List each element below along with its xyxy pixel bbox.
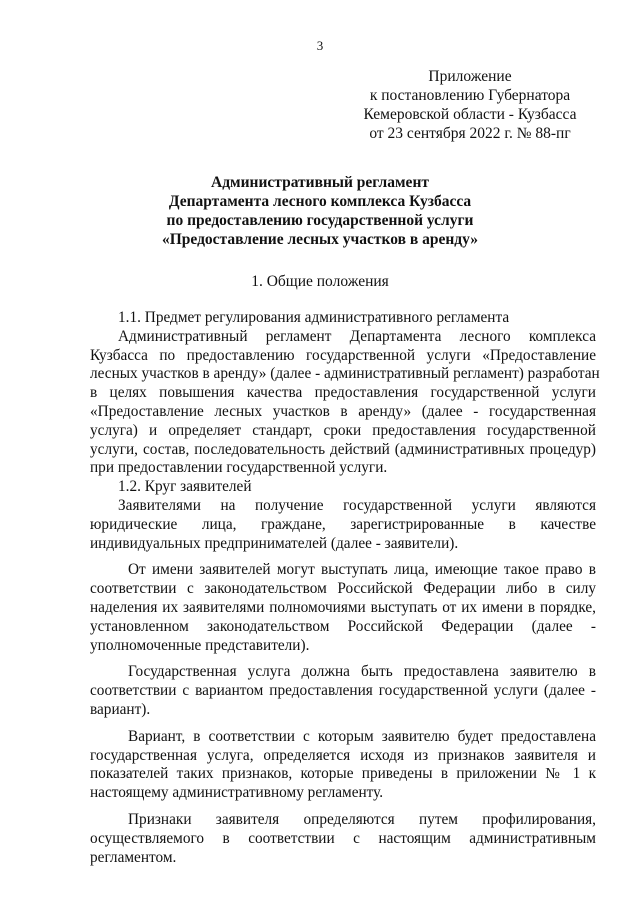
text-line: уполномоченные представители). [90,636,310,654]
text-line: Государственная услуга должна быть предоставлена заявителю в [128,663,596,681]
text-line: соответствии с законодательством Российской Федерации либо в силу [90,580,596,598]
appendix-block [340,67,600,143]
subsection-heading: 1.2. Круг заявителей [118,478,252,496]
document-body [90,309,600,867]
text-line: установленном законодательством Российской Федерации (далее - [90,617,596,635]
text-line: От имени заявителей могут выступать лица, имеющие такое право в [128,561,596,579]
appendix-line: к постановлению Губернатора [369,87,571,104]
paragraph [90,728,596,803]
appendix-line: от 23 сентября 2022 г. № 88-пг [369,125,571,142]
paragraph [90,327,600,478]
text-line: юридические лица, граждане, зарегистрированные в качестве [90,515,596,533]
text-line: Административный регламент Департамента лесного комплекса [118,327,596,345]
document-title [0,173,640,249]
title-line: «Предоставление лесных участков в аренду» [161,231,478,248]
text-line: услуга) и определяет стандарт, сроки предоставления государственной [90,421,596,439]
text-line: вариант). [90,700,151,718]
text-line: при предоставлении государственной услуги. [90,459,388,477]
text-line: лесных участков в аренду» (далее - административный регламент) разработан [90,365,600,383]
paragraph [90,497,596,553]
appendix-line: Приложение [428,68,512,85]
subsection-heading: 1.1. Предмет регулирования административного регламента [118,309,510,326]
appendix-line: Кемеровской области - Кузбасса [363,106,577,123]
title-line: по предоставлению государственной услуги [166,212,474,229]
paragraph [90,811,596,867]
title-line: Департамента лесного комплекса Кузбасса [168,193,472,210]
title-line: Административный регламент [211,174,429,191]
text-line: Заявителями на получение государственной услуги являются [118,496,596,514]
text-line: «Предоставление лесных участков в аренду» (далее - государственная [90,402,596,420]
section-heading: 1. Общие положения [251,273,389,290]
text-line: индивидуальных предпринимателей (далее - заявители). [90,534,459,552]
text-line: настоящему административному регламенту. [90,784,384,802]
text-line: в целях повышения качества предоставления государственной услуги [90,384,596,402]
text-line: услуги, состав, последовательность действий (административных процедур) [90,440,596,458]
text-line: осуществляемого в соответствии с настоящим административным [90,829,596,847]
text-line: наделения их заявителями полномочиями выступать от их имени в порядке, [90,598,596,616]
text-line: государственная услуга, определяется исходя из признаков заявителя и [90,746,596,764]
text-line: Кузбасса по предоставлению государственной услуги «Предоставление [90,346,596,364]
text-line: регламентом. [90,848,177,866]
paragraph [90,561,596,655]
paragraph [90,663,596,719]
text-line: соответствии с вариантом предоставления государственной услуги (далее - [90,682,596,700]
text-line: Признаки заявителя определяются путем профилирования, [128,810,596,828]
text-line: показателей таких признаков, которые приведены в приложении № 1 к [90,765,596,783]
text-line: Вариант, в соответствии с которым заявителю будет предоставлена [128,727,596,745]
page-number: 3 [316,38,324,53]
